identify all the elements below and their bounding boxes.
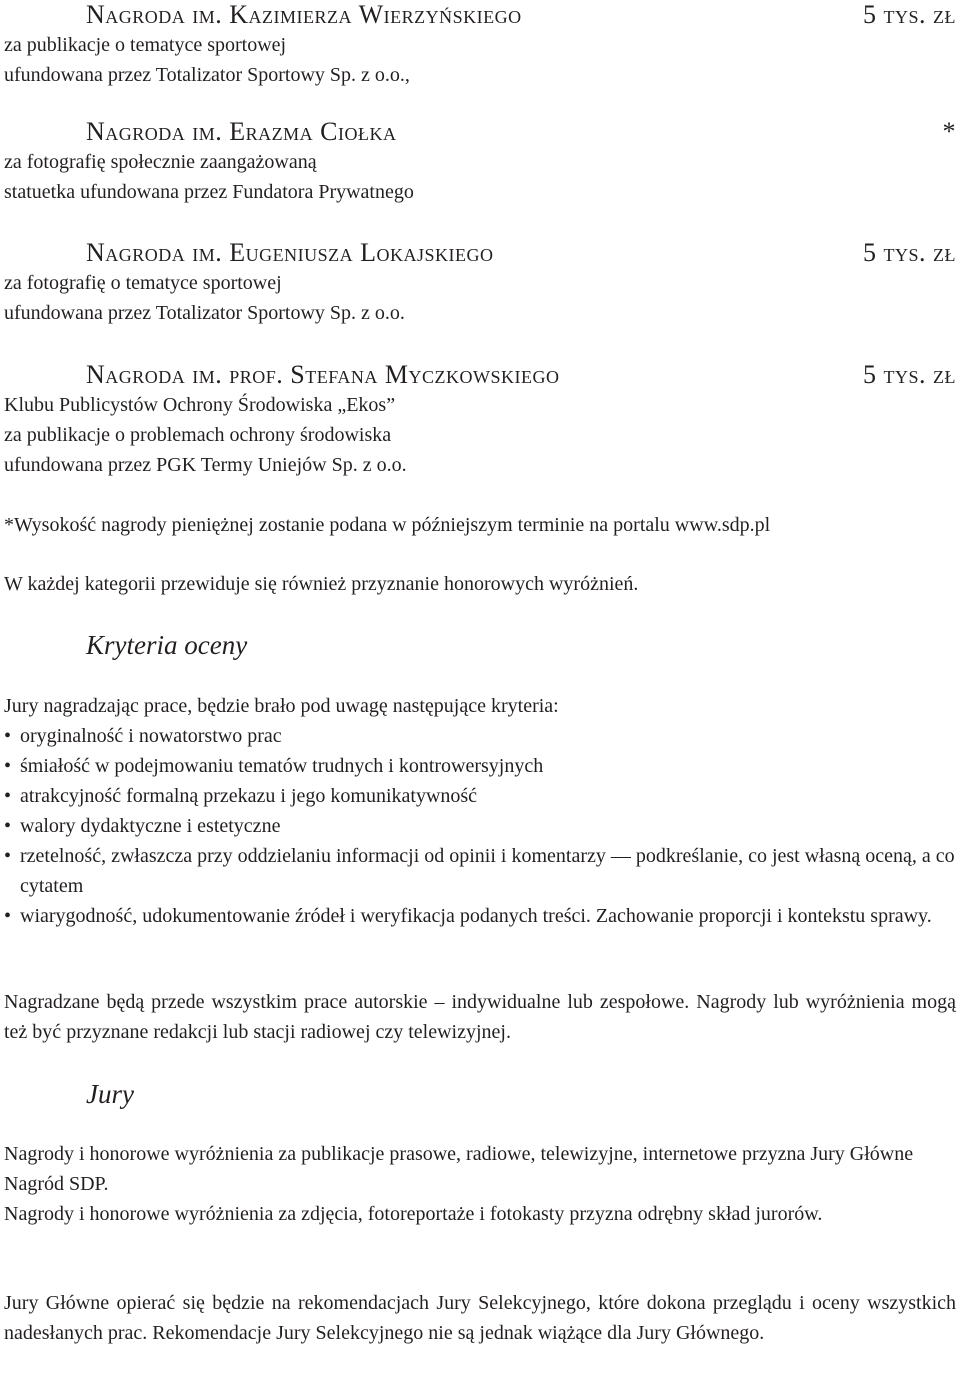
list-item: [4, 721, 956, 751]
criterion-text: wiarygodność, udokumentowanie źródeł i weryfikacja podanych treści. Zachowanie proporcji i kontekstu sprawy.: [20, 905, 932, 927]
award-name: Nagroda im. prof. Stefana Myczkowskiego: [86, 360, 560, 389]
bullet-icon: •: [4, 815, 12, 837]
criteria-list: [4, 721, 956, 931]
award-funder: ufundowana przez PGK Termy Uniejów Sp. z o.o.: [4, 454, 407, 476]
award-ciolek: [4, 117, 956, 207]
criteria-heading: Kryteria oceny: [86, 630, 248, 660]
honorable-mentions-note: W każdej kategorii przewiduje się również przyznanie honorowych wyróżnień.: [4, 573, 639, 595]
bullet-icon: •: [4, 905, 12, 927]
award-wierzynski: [4, 0, 956, 90]
award-header: [4, 0, 956, 30]
award-description: za fotografię społecznie zaangażowaną: [4, 151, 317, 173]
criteria-intro: Jury nagradzając prace, będzie brało pod uwagę następujące kryteria:: [4, 695, 559, 717]
criterion-text: walory dydaktyczne i estetyczne: [20, 815, 281, 837]
bullet-icon: •: [4, 755, 12, 777]
award-funder: statuetka ufundowana przez Fundatora Prywatnego: [4, 181, 414, 203]
criterion-text: śmiałość w podejmowaniu tematów trudnych i kontrowersyjnych: [20, 755, 544, 777]
award-description: za publikacje o problemach ochrony środowiska: [4, 424, 392, 446]
bullet-icon: •: [4, 785, 12, 807]
award-header: [4, 360, 956, 390]
award-header: [4, 238, 956, 268]
jury-paragraph-2: Nagrody i honorowe wyróżnienia za zdjęcia, fotoreportaże i fotokasty przyzna odrębny skład jurorów.: [4, 1203, 823, 1225]
list-item: [4, 781, 956, 811]
jury-paragraph-3: Jury Główne opierać się będzie na rekomendacjach Jury Selekcyjnego, które dokona przeglądu i oceny wszystkich nadesłanych prac. Rekomendacje Jury Selekcyjnego nie są jednak wiążące dla Jury Głównego.: [4, 1292, 956, 1344]
bullet-icon: •: [4, 725, 12, 747]
criterion-text: atrakcyjność formalną przekazu i jego komunikatywność: [20, 785, 478, 807]
list-item: [4, 811, 956, 841]
award-funder: ufundowana przez Totalizator Sportowy Sp. z o.o.,: [4, 64, 410, 86]
award-funder: ufundowana przez Totalizator Sportowy Sp. z o.o.: [4, 302, 405, 324]
award-name: Nagroda im. Eugeniusza Lokajskiego: [86, 238, 494, 267]
footnote: *Wysokość nagrody pieniężnej zostanie podana w późniejszym terminie na portalu www.sdp.pl: [4, 514, 771, 536]
award-club: Klubu Publicystów Ochrony Środowiska „Ekos”: [4, 394, 396, 416]
award-description: za fotografię o tematyce sportowej: [4, 272, 282, 294]
award-name: Nagroda im. Erazma Ciołka: [86, 117, 397, 146]
criterion-text: rzetelność, zwłaszcza przy oddzielaniu informacji od opinii i komentarzy — podkreślanie, co jest własną oceną, a co cytatem: [20, 845, 955, 897]
bullet-icon: •: [4, 845, 12, 867]
criterion-text: oryginalność i nowatorstwo prac: [20, 725, 282, 747]
jury-paragraph-1: Nagrody i honorowe wyróżnienia za publikacje prasowe, radiowe, telewizyjne, internetowe przyzna Jury Główne Nagród SDP.: [4, 1143, 914, 1195]
list-item: [4, 751, 956, 781]
award-description: za publikacje o tematyce sportowej: [4, 34, 287, 56]
criteria-closing: Nagradzane będą przede wszystkim prace autorskie – indywidualne lub zespołowe. Nagrody lub wyróżnienia mogą też być przyznane redakcji lub stacji radiowej czy telewizyjnej.: [4, 991, 956, 1043]
award-amount: 5 tys. zł: [863, 0, 956, 29]
jury-heading: Jury: [86, 1079, 134, 1109]
award-lokajski: [4, 238, 956, 328]
award-amount: 5 tys. zł: [863, 360, 956, 389]
list-item: [4, 901, 956, 931]
list-item: [4, 841, 956, 901]
award-amount: 5 tys. zł: [863, 238, 956, 267]
award-amount: *: [942, 117, 956, 146]
award-header: [4, 117, 956, 147]
award-myczkowski: [4, 360, 956, 480]
award-name: Nagroda im. Kazimierza Wierzyńskiego: [86, 0, 522, 29]
